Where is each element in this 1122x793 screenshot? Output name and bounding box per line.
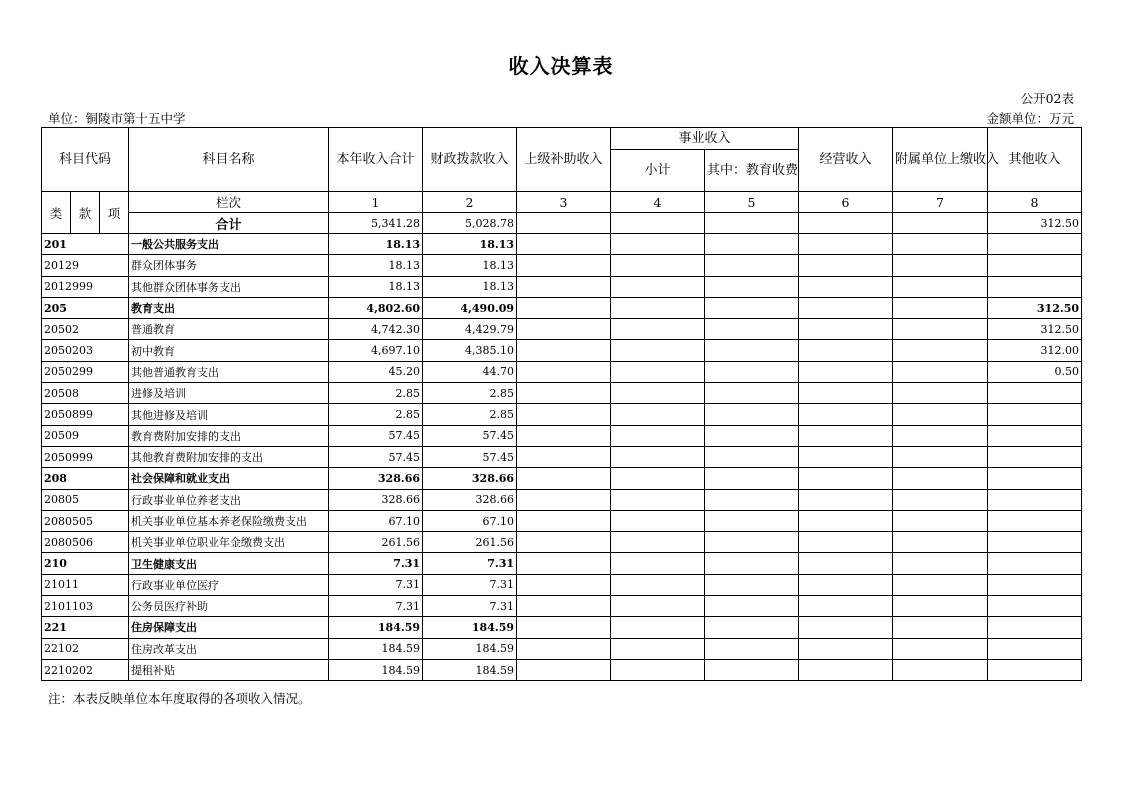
row-c3 — [517, 255, 611, 276]
row-c7 — [893, 617, 988, 638]
row-c7 — [893, 468, 988, 489]
row-c1: 4,697.10 — [329, 340, 423, 361]
row-c7 — [893, 638, 988, 659]
row-c8 — [988, 489, 1082, 510]
row-c2: 4,385.10 — [423, 340, 517, 361]
row-name: 机关事业单位基本养老保险缴费支出 — [129, 510, 329, 531]
money-unit-label: 金额单位：万元 — [986, 111, 1074, 126]
row-c3 — [517, 532, 611, 553]
row-c5 — [705, 510, 799, 531]
row-c4 — [611, 553, 705, 574]
row-code: 208 — [42, 468, 129, 489]
table-row — [42, 297, 1082, 318]
row-c3 — [517, 553, 611, 574]
row-c4 — [611, 638, 705, 659]
table-row — [42, 574, 1082, 595]
row-c6 — [799, 638, 893, 659]
row-name: 住房保障支出 — [129, 617, 329, 638]
row-name: 卫生健康支出 — [129, 553, 329, 574]
col-num: 1 — [329, 192, 423, 213]
row-c6 — [799, 532, 893, 553]
row-c5 — [705, 532, 799, 553]
total-c8: 312.50 — [988, 213, 1082, 234]
header-business-edu: 其中：教育收费 — [705, 150, 799, 192]
row-c7 — [893, 596, 988, 617]
table-row — [42, 383, 1082, 404]
table-row — [42, 596, 1082, 617]
form-number: 公开02表 — [1020, 91, 1074, 106]
table-row — [42, 617, 1082, 638]
row-c4 — [611, 489, 705, 510]
row-c3 — [517, 446, 611, 467]
row-c5 — [705, 617, 799, 638]
row-c4 — [611, 532, 705, 553]
row-c2: 67.10 — [423, 510, 517, 531]
row-c7 — [893, 361, 988, 382]
row-c5 — [705, 638, 799, 659]
row-c2: 18.13 — [423, 234, 517, 255]
row-c2: 328.66 — [423, 489, 517, 510]
row-c3 — [517, 319, 611, 340]
row-c1: 328.66 — [329, 468, 423, 489]
row-c5 — [705, 468, 799, 489]
header-xiang: 项 — [100, 192, 129, 234]
row-code: 2210202 — [42, 659, 129, 680]
row-c4 — [611, 468, 705, 489]
row-code: 221 — [42, 617, 129, 638]
row-c8 — [988, 510, 1082, 531]
row-name: 其他教育费附加安排的支出 — [129, 446, 329, 467]
row-c2: 18.13 — [423, 255, 517, 276]
total-c6 — [799, 213, 893, 234]
row-c6 — [799, 361, 893, 382]
row-c3 — [517, 468, 611, 489]
row-c2: 261.56 — [423, 532, 517, 553]
row-code: 2080505 — [42, 510, 129, 531]
row-c1: 4,742.30 — [329, 319, 423, 340]
row-c4 — [611, 596, 705, 617]
table-row — [42, 255, 1082, 276]
row-c8: 312.00 — [988, 340, 1082, 361]
row-c2: 18.13 — [423, 276, 517, 297]
row-c5 — [705, 276, 799, 297]
row-c7 — [893, 297, 988, 318]
table-row — [42, 468, 1082, 489]
row-c1: 7.31 — [329, 596, 423, 617]
row-c5 — [705, 553, 799, 574]
row-c3 — [517, 276, 611, 297]
header-kuan: 款 — [71, 192, 100, 234]
row-c2: 328.66 — [423, 468, 517, 489]
row-c3 — [517, 297, 611, 318]
row-c1: 261.56 — [329, 532, 423, 553]
row-code: 2012999 — [42, 276, 129, 297]
row-name: 群众团体事务 — [129, 255, 329, 276]
row-name: 社会保障和就业支出 — [129, 468, 329, 489]
row-c3 — [517, 596, 611, 617]
row-c7 — [893, 383, 988, 404]
row-c6 — [799, 425, 893, 446]
row-c1: 2.85 — [329, 404, 423, 425]
row-code: 201 — [42, 234, 129, 255]
row-c4 — [611, 297, 705, 318]
row-c3 — [517, 340, 611, 361]
table-row — [42, 276, 1082, 297]
table-row — [42, 489, 1082, 510]
row-code: 2050899 — [42, 404, 129, 425]
row-name: 一般公共服务支出 — [129, 234, 329, 255]
table-row — [42, 319, 1082, 340]
row-name: 进修及培训 — [129, 383, 329, 404]
row-c4 — [611, 446, 705, 467]
table-body — [42, 234, 1082, 681]
row-c8 — [988, 617, 1082, 638]
row-c1: 57.45 — [329, 425, 423, 446]
row-c4 — [611, 617, 705, 638]
row-c3 — [517, 361, 611, 382]
table-row — [42, 404, 1082, 425]
page-title: 收入决算表 — [508, 54, 614, 78]
row-c6 — [799, 489, 893, 510]
row-c1: 18.13 — [329, 234, 423, 255]
row-name: 其他普通教育支出 — [129, 361, 329, 382]
income-table — [41, 127, 1082, 681]
row-code: 210 — [42, 553, 129, 574]
row-name: 公务员医疗补助 — [129, 596, 329, 617]
row-code: 2050203 — [42, 340, 129, 361]
row-c8 — [988, 574, 1082, 595]
row-c7 — [893, 510, 988, 531]
row-c8: 312.50 — [988, 297, 1082, 318]
row-c4 — [611, 383, 705, 404]
row-c1: 45.20 — [329, 361, 423, 382]
table-row — [42, 510, 1082, 531]
header-affiliated: 附属单位上缴收入 — [893, 128, 988, 192]
row-name: 教育费附加安排的支出 — [129, 425, 329, 446]
header-name: 科目名称 — [129, 128, 329, 192]
total-c7 — [893, 213, 988, 234]
row-c6 — [799, 297, 893, 318]
row-c8 — [988, 468, 1082, 489]
row-c6 — [799, 659, 893, 680]
row-c8 — [988, 255, 1082, 276]
row-c7 — [893, 489, 988, 510]
row-c2: 7.31 — [423, 596, 517, 617]
row-c2: 2.85 — [423, 404, 517, 425]
row-name: 住房改革支出 — [129, 638, 329, 659]
row-c6 — [799, 468, 893, 489]
row-c5 — [705, 489, 799, 510]
row-c5 — [705, 234, 799, 255]
row-c4 — [611, 404, 705, 425]
table-row — [42, 553, 1082, 574]
row-c7 — [893, 553, 988, 574]
row-code: 2050999 — [42, 446, 129, 467]
row-name: 教育支出 — [129, 297, 329, 318]
row-c5 — [705, 574, 799, 595]
row-code: 20129 — [42, 255, 129, 276]
row-c2: 7.31 — [423, 574, 517, 595]
row-c2: 4,429.79 — [423, 319, 517, 340]
row-c3 — [517, 638, 611, 659]
row-c5 — [705, 425, 799, 446]
row-c6 — [799, 383, 893, 404]
header-fiscal: 财政拨款收入 — [423, 128, 517, 192]
row-c6 — [799, 510, 893, 531]
row-c2: 57.45 — [423, 425, 517, 446]
header-lanci: 栏次 — [129, 192, 329, 213]
col-num: 2 — [423, 192, 517, 213]
row-c2: 44.70 — [423, 361, 517, 382]
row-c5 — [705, 659, 799, 680]
row-c3 — [517, 489, 611, 510]
row-c1: 18.13 — [329, 276, 423, 297]
row-c7 — [893, 574, 988, 595]
row-c6 — [799, 446, 893, 467]
header-business: 事业收入 — [611, 128, 799, 150]
row-code: 20509 — [42, 425, 129, 446]
row-c6 — [799, 404, 893, 425]
row-c4 — [611, 340, 705, 361]
row-c8 — [988, 383, 1082, 404]
row-code: 20805 — [42, 489, 129, 510]
row-c1: 184.59 — [329, 617, 423, 638]
row-c7 — [893, 532, 988, 553]
row-c3 — [517, 234, 611, 255]
table-row — [42, 361, 1082, 382]
row-c4 — [611, 425, 705, 446]
row-c1: 7.31 — [329, 574, 423, 595]
row-c2: 7.31 — [423, 553, 517, 574]
row-c2: 2.85 — [423, 383, 517, 404]
table-row — [42, 532, 1082, 553]
row-c7 — [893, 659, 988, 680]
row-name: 行政事业单位医疗 — [129, 574, 329, 595]
total-c2: 5,028.78 — [423, 213, 517, 234]
col-num: 5 — [705, 192, 799, 213]
row-name: 其他进修及培训 — [129, 404, 329, 425]
col-num: 6 — [799, 192, 893, 213]
row-c1: 18.13 — [329, 255, 423, 276]
row-c6 — [799, 553, 893, 574]
row-c6 — [799, 574, 893, 595]
row-c4 — [611, 361, 705, 382]
row-c8 — [988, 596, 1082, 617]
row-c6 — [799, 319, 893, 340]
row-c3 — [517, 574, 611, 595]
row-c7 — [893, 319, 988, 340]
total-label: 合计 — [129, 213, 329, 234]
row-c5 — [705, 255, 799, 276]
row-c3 — [517, 617, 611, 638]
unit-label: 单位：铜陵市第十五中学 — [48, 111, 186, 126]
table-row — [42, 234, 1082, 255]
row-c4 — [611, 234, 705, 255]
table-row — [42, 425, 1082, 446]
row-c6 — [799, 276, 893, 297]
row-c5 — [705, 383, 799, 404]
row-c3 — [517, 404, 611, 425]
row-code: 22102 — [42, 638, 129, 659]
row-c7 — [893, 425, 988, 446]
row-c2: 4,490.09 — [423, 297, 517, 318]
row-c7 — [893, 404, 988, 425]
row-c2: 57.45 — [423, 446, 517, 467]
footnote: 注：本表反映单位本年度取得的各项收入情况。 — [48, 691, 311, 706]
row-c5 — [705, 596, 799, 617]
row-c2: 184.59 — [423, 638, 517, 659]
row-name: 普通教育 — [129, 319, 329, 340]
row-c7 — [893, 446, 988, 467]
row-c6 — [799, 596, 893, 617]
row-c8 — [988, 404, 1082, 425]
row-name: 提租补贴 — [129, 659, 329, 680]
row-c1: 2.85 — [329, 383, 423, 404]
row-c3 — [517, 425, 611, 446]
row-code: 205 — [42, 297, 129, 318]
row-c6 — [799, 255, 893, 276]
row-c4 — [611, 510, 705, 531]
row-c6 — [799, 617, 893, 638]
row-code: 20508 — [42, 383, 129, 404]
row-name: 其他群众团体事务支出 — [129, 276, 329, 297]
row-c2: 184.59 — [423, 659, 517, 680]
col-num: 8 — [988, 192, 1082, 213]
row-c8 — [988, 638, 1082, 659]
row-c8 — [988, 446, 1082, 467]
row-c1: 328.66 — [329, 489, 423, 510]
row-c7 — [893, 276, 988, 297]
row-name: 机关事业单位职业年金缴费支出 — [129, 532, 329, 553]
table-row — [42, 638, 1082, 659]
header-superior: 上级补助收入 — [517, 128, 611, 192]
row-c4 — [611, 659, 705, 680]
col-num: 3 — [517, 192, 611, 213]
row-c8: 312.50 — [988, 319, 1082, 340]
total-c5 — [705, 213, 799, 234]
row-c5 — [705, 404, 799, 425]
row-c8 — [988, 553, 1082, 574]
row-c7 — [893, 234, 988, 255]
header-total-income: 本年收入合计 — [329, 128, 423, 192]
table-row — [42, 659, 1082, 680]
row-c8 — [988, 234, 1082, 255]
row-c4 — [611, 276, 705, 297]
row-c7 — [893, 255, 988, 276]
row-c8 — [988, 659, 1082, 680]
header-business-subtotal: 小计 — [611, 150, 705, 192]
total-c1: 5,341.28 — [329, 213, 423, 234]
row-c3 — [517, 510, 611, 531]
row-c4 — [611, 319, 705, 340]
row-c5 — [705, 340, 799, 361]
row-c5 — [705, 361, 799, 382]
row-code: 21011 — [42, 574, 129, 595]
header-lei: 类 — [42, 192, 71, 234]
row-c1: 67.10 — [329, 510, 423, 531]
table-row — [42, 340, 1082, 361]
total-c4 — [611, 213, 705, 234]
row-c1: 7.31 — [329, 553, 423, 574]
header-operating: 经营收入 — [799, 128, 893, 192]
row-c2: 184.59 — [423, 617, 517, 638]
row-c8 — [988, 425, 1082, 446]
row-c8 — [988, 532, 1082, 553]
row-c5 — [705, 446, 799, 467]
row-code: 2080506 — [42, 532, 129, 553]
col-num: 4 — [611, 192, 705, 213]
row-c8: 0.50 — [988, 361, 1082, 382]
row-c3 — [517, 659, 611, 680]
row-c6 — [799, 234, 893, 255]
row-name: 初中教育 — [129, 340, 329, 361]
col-num: 7 — [893, 192, 988, 213]
row-c1: 184.59 — [329, 638, 423, 659]
header-code: 科目代码 — [42, 128, 129, 192]
table-row — [42, 446, 1082, 467]
row-c1: 57.45 — [329, 446, 423, 467]
row-code: 2050299 — [42, 361, 129, 382]
row-c1: 4,802.60 — [329, 297, 423, 318]
row-name: 行政事业单位养老支出 — [129, 489, 329, 510]
row-c7 — [893, 340, 988, 361]
header-other: 其他收入 — [988, 128, 1082, 192]
row-c5 — [705, 319, 799, 340]
total-c3 — [517, 213, 611, 234]
row-code: 20502 — [42, 319, 129, 340]
row-c4 — [611, 255, 705, 276]
row-c6 — [799, 340, 893, 361]
row-c1: 184.59 — [329, 659, 423, 680]
row-code: 2101103 — [42, 596, 129, 617]
row-c4 — [611, 574, 705, 595]
row-c5 — [705, 297, 799, 318]
row-c3 — [517, 383, 611, 404]
row-c8 — [988, 276, 1082, 297]
